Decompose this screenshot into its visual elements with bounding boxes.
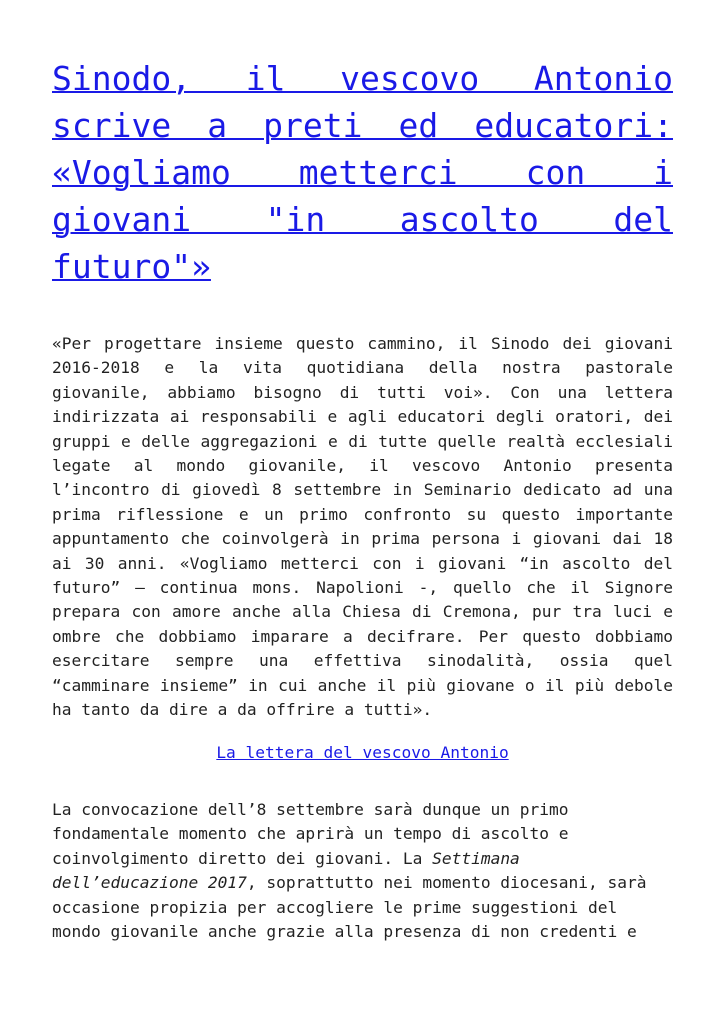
- letter-link-row: [52, 741, 673, 765]
- article-title: [52, 55, 673, 290]
- letter-link[interactable]: La lettera del vescovo Antonio: [216, 742, 509, 762]
- article-paragraph-1: «Per progettare insieme questo cammino, il Sinodo dei giovani 2016-2018 e la vita quotidiana della nostra pastorale giovanile, abbiamo bisogno di tutti voi». Con una lettera indirizzata ai responsabili e agli educatori degli oratori, dei gruppi e delle aggregazioni e di tutte quelle realtà ecclesiali legate al mondo giovanile, il vescovo Antonio presenta l’incontro di giovedì 8 settembre in Seminario dedicato ad una prima riflessione e un primo confronto su questo importante appuntamento che coinvolgerà in prima persona i giovani dai 18 ai 30 anni. «Vogliamo metterci con i giovani “in ascolto del futuro” – continua mons. Napolioni -, quello che il Signore prepara con amore anche alla Chiesa di Cremona, pur tra luci e ombre che dobbiamo imparare a decifrare. Per questo dobbiamo esercitare sempre una effettiva sinodalità, ossia quel “camminare insieme” in cui anche il più giovane o il più debole ha tanto da dire a da offrire a tutti».: [52, 334, 673, 720]
- article-paragraph-2: [52, 798, 673, 944]
- article: [52, 55, 673, 944]
- article-title-link[interactable]: Sinodo, il vescovo Antonio scrive a preti ed educatori: «Vogliamo metterci con i giovani "in ascolto del futuro"»: [52, 59, 673, 286]
- event-name-italic: Settimana dell’educazione 2017: [52, 848, 520, 893]
- paragraph-2-text-start: La convocazione dell’8 settembre sarà dunque un primo fondamentale momento che aprirà un tempo di ascolto e coinvolgimento diretto dei giovani. La: [52, 799, 569, 868]
- paragraph-2-text-end: , soprattutto nei momento diocesani, sarà occasione propizia per accogliere le prime suggestioni del mondo giovanile anche grazie alla presenza di non credenti e: [52, 873, 647, 941]
